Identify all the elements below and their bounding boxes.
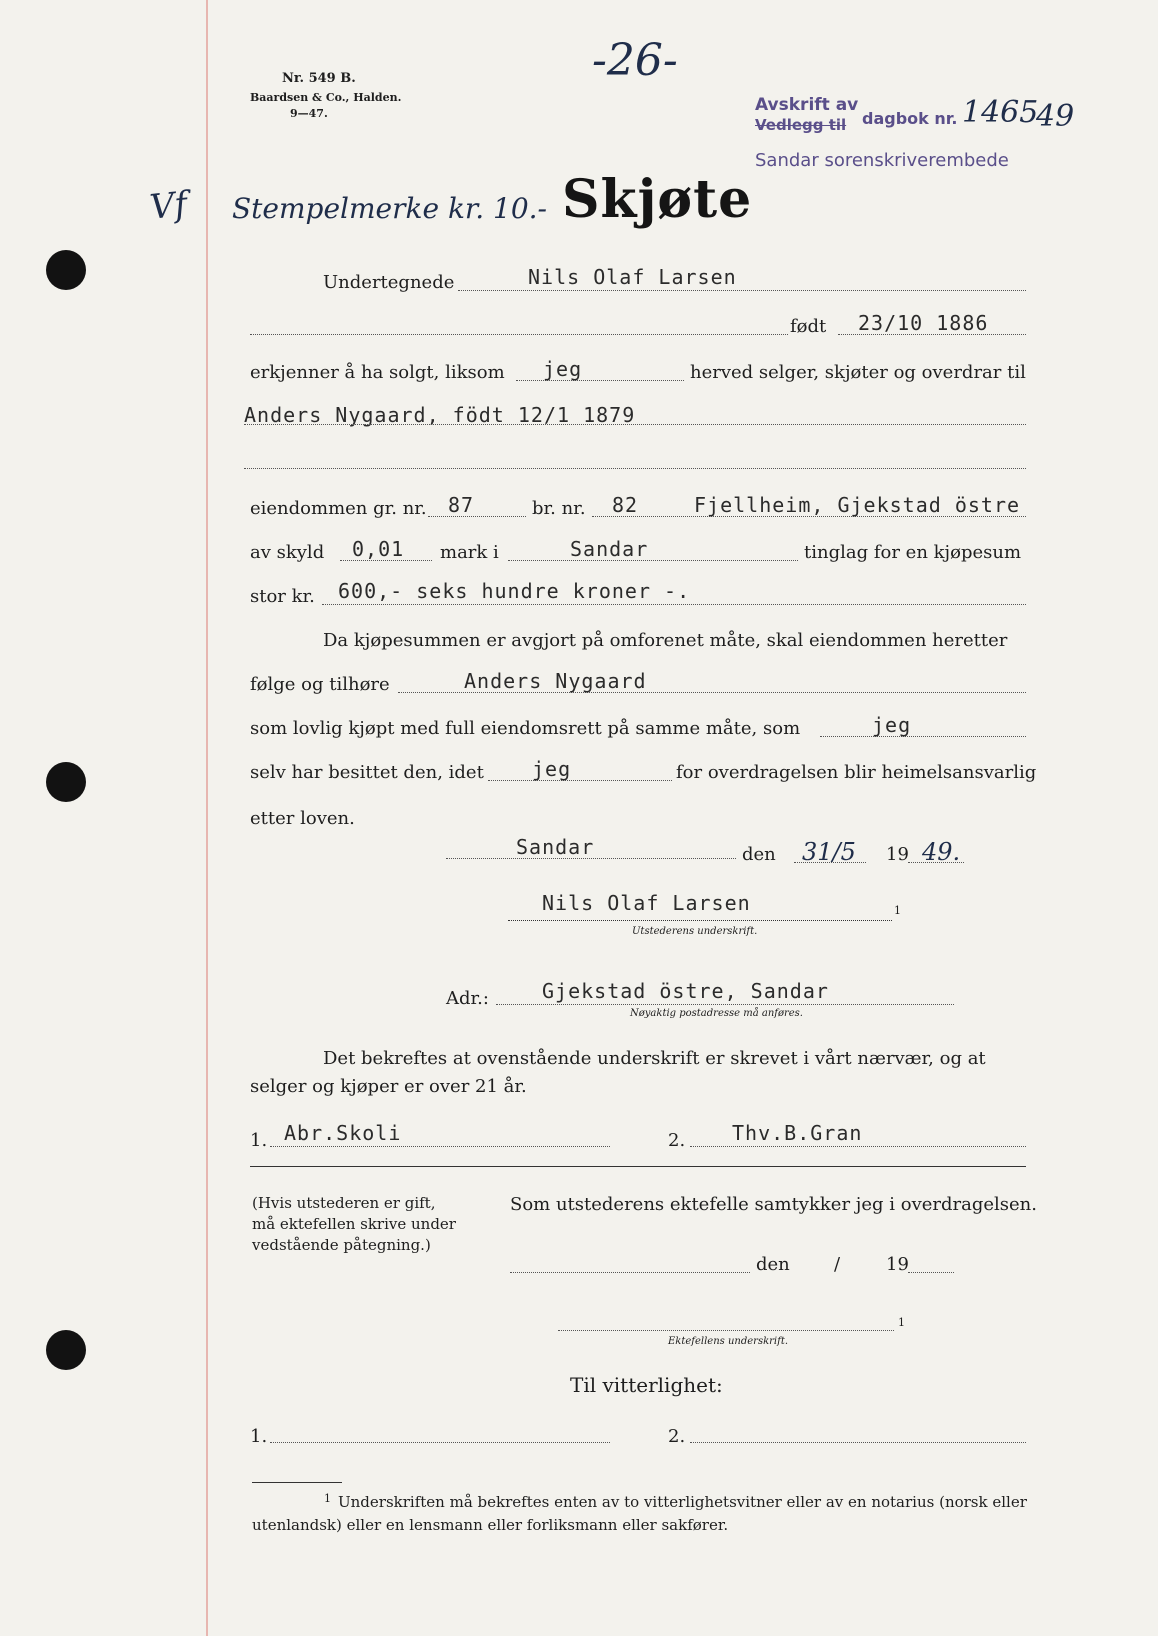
- undertegnede-label: Undertegnede: [323, 272, 455, 293]
- vitne-1-number: 1.: [250, 1426, 268, 1447]
- witness-1-name: Abr.Skoli: [284, 1121, 402, 1145]
- witness-2-name: Thv.B.Gran: [732, 1121, 863, 1145]
- print-date: 9—47.: [290, 107, 328, 120]
- year-prefix: 19: [886, 844, 909, 865]
- document-title: Skjøte: [562, 169, 753, 230]
- spouse-note-1: (Hvis utstederen er gift,: [252, 1194, 436, 1212]
- erkjenner-label: erkjenner å ha solgt, liksom: [250, 362, 505, 383]
- stamp-avskrift: Avskrift av: [755, 95, 859, 115]
- spouse-note-3: vedstående påtegning.): [252, 1236, 431, 1254]
- margin-initials: Vf: [148, 184, 190, 228]
- spouse-year-prefix: 19: [886, 1254, 909, 1275]
- dotted-line: [508, 560, 798, 561]
- printer-name: Baardsen & Co., Halden.: [250, 91, 402, 104]
- etter-loven: etter loven.: [250, 808, 355, 829]
- dotted-line: [270, 1442, 610, 1443]
- herved-label: herved selger, skjøter og overdrar til: [690, 362, 1026, 383]
- signing-date: 31/5: [802, 838, 856, 866]
- punch-hole: [46, 250, 86, 290]
- dotted-line: [270, 1146, 610, 1147]
- seller-birthdate: 23/10 1886: [858, 311, 989, 335]
- spouse-consent: Som utstederens ektefelle samtykker jeg i overdragelsen.: [510, 1194, 1037, 1215]
- spouse-footnote-mark: 1: [898, 1316, 905, 1329]
- stamp-struck: Vedlegg til: [755, 116, 847, 134]
- fodt-label: født: [790, 316, 827, 337]
- spouse-sig-caption: Ektefellens underskrift.: [668, 1336, 789, 1347]
- stamp-duty-note: Stempelmerke kr. 10.-: [232, 192, 548, 225]
- stamp-office: Sandar sorenskriverembede: [755, 150, 1009, 171]
- signature-caption: Utstederens underskrift.: [632, 926, 758, 937]
- signing-place: Sandar: [516, 835, 595, 859]
- confirm-text-1: Det bekreftes at ovenstående underskrift er skrevet i vårt nærvær, og at: [323, 1048, 986, 1069]
- seller-name: Nils Olaf Larsen: [528, 265, 737, 289]
- journal-year: 49: [1036, 99, 1075, 134]
- confirm-text-2: selger og kjøper er over 21 år.: [250, 1076, 527, 1097]
- year-suffix: 49.: [922, 838, 961, 866]
- folge-label: følge og tilhøre: [250, 674, 390, 695]
- vitne-2-number: 2.: [668, 1426, 686, 1447]
- lovlig-label: som lovlig kjøpt med full eiendomsrett på samme måte, som: [250, 718, 801, 739]
- pronoun-2: jeg: [872, 713, 912, 737]
- footnote-line-2: utenlandsk) eller en lensmann eller forliksmann eller sakfører.: [252, 1516, 729, 1534]
- br-nr: 82: [612, 493, 639, 517]
- gr-nr: 87: [448, 493, 475, 517]
- spouse-slash: /: [834, 1254, 841, 1275]
- new-owner: Anders Nygaard: [464, 669, 647, 693]
- vitterlighet-label: Til vitterlighet:: [570, 1373, 723, 1397]
- skyld-value: 0,01: [352, 537, 405, 561]
- dotted-line: [558, 1330, 894, 1331]
- form-number: Nr. 549 B.: [282, 71, 356, 86]
- footnote-rule: [252, 1482, 342, 1483]
- dotted-line: [244, 424, 1026, 425]
- dotted-line: [908, 1272, 954, 1273]
- signature-line: [508, 920, 892, 921]
- dotted-line: [690, 1146, 1026, 1147]
- spouse-den-label: den: [756, 1254, 790, 1275]
- address: Gjekstad östre, Sandar: [542, 979, 829, 1003]
- seller-pronoun: jeg: [543, 357, 583, 381]
- dotted-line: [458, 290, 1026, 291]
- margin-rule: [206, 0, 208, 1636]
- punch-hole: [46, 762, 86, 802]
- adr-label: Adr.:: [446, 988, 489, 1009]
- punch-hole: [46, 1330, 86, 1370]
- section-divider: [250, 1166, 1026, 1167]
- page-number: -26-: [592, 35, 678, 86]
- dotted-line: [516, 380, 684, 381]
- br-label: br. nr.: [532, 498, 586, 519]
- footnote-mark-bottom: 1: [324, 1492, 331, 1505]
- overdragelse-label: for overdragelsen blir heimelsansvarlig: [676, 762, 1037, 783]
- para-kjopesum: Da kjøpesummen er avgjort på omforenet måte, skal eiendommen heretter: [323, 630, 1008, 651]
- property-name: Fjellheim, Gjekstad östre: [694, 493, 1021, 517]
- eiendommen-label: eiendommen gr. nr.: [250, 498, 427, 519]
- address-caption: Nøyaktig postadresse må anføres.: [630, 1008, 803, 1019]
- buyer-line: Anders Nygaard, födt 12/1 1879: [244, 403, 636, 427]
- dotted-line: [820, 736, 1026, 737]
- pronoun-3: jeg: [532, 757, 572, 781]
- tinglag-name: Sandar: [570, 537, 649, 561]
- purchase-price: 600,- seks hundre kroner -.: [338, 579, 691, 603]
- stamp-dagbok: dagbok nr.: [862, 109, 958, 128]
- den-label: den: [742, 844, 776, 865]
- selv-label: selv har besittet den, idet: [250, 762, 484, 783]
- seller-signature: Nils Olaf Larsen: [542, 891, 751, 915]
- journal-number: 1465: [962, 95, 1039, 130]
- tinglag-label: tinglag for en kjøpesum: [804, 542, 1022, 563]
- dotted-line: [244, 468, 1026, 469]
- stor-label: stor kr.: [250, 586, 315, 607]
- dotted-line: [428, 516, 526, 517]
- dotted-line: [322, 604, 1026, 605]
- witness-1-number: 1.: [250, 1130, 268, 1151]
- dotted-line: [496, 1004, 954, 1005]
- footnote-mark: 1: [894, 904, 901, 917]
- dotted-line: [488, 780, 672, 781]
- witness-2-number: 2.: [668, 1130, 686, 1151]
- dotted-line: [690, 1442, 1026, 1443]
- skyld-label: av skyld: [250, 542, 325, 563]
- footnote-line-1: Underskriften må bekreftes enten av to vitterlighetsvitner eller av en notarius (norsk eller: [338, 1493, 1027, 1511]
- spouse-note-2: må ektefellen skrive under: [252, 1215, 456, 1233]
- dotted-line: [510, 1272, 750, 1273]
- mark-label: mark i: [440, 542, 499, 563]
- dotted-line: [250, 334, 788, 335]
